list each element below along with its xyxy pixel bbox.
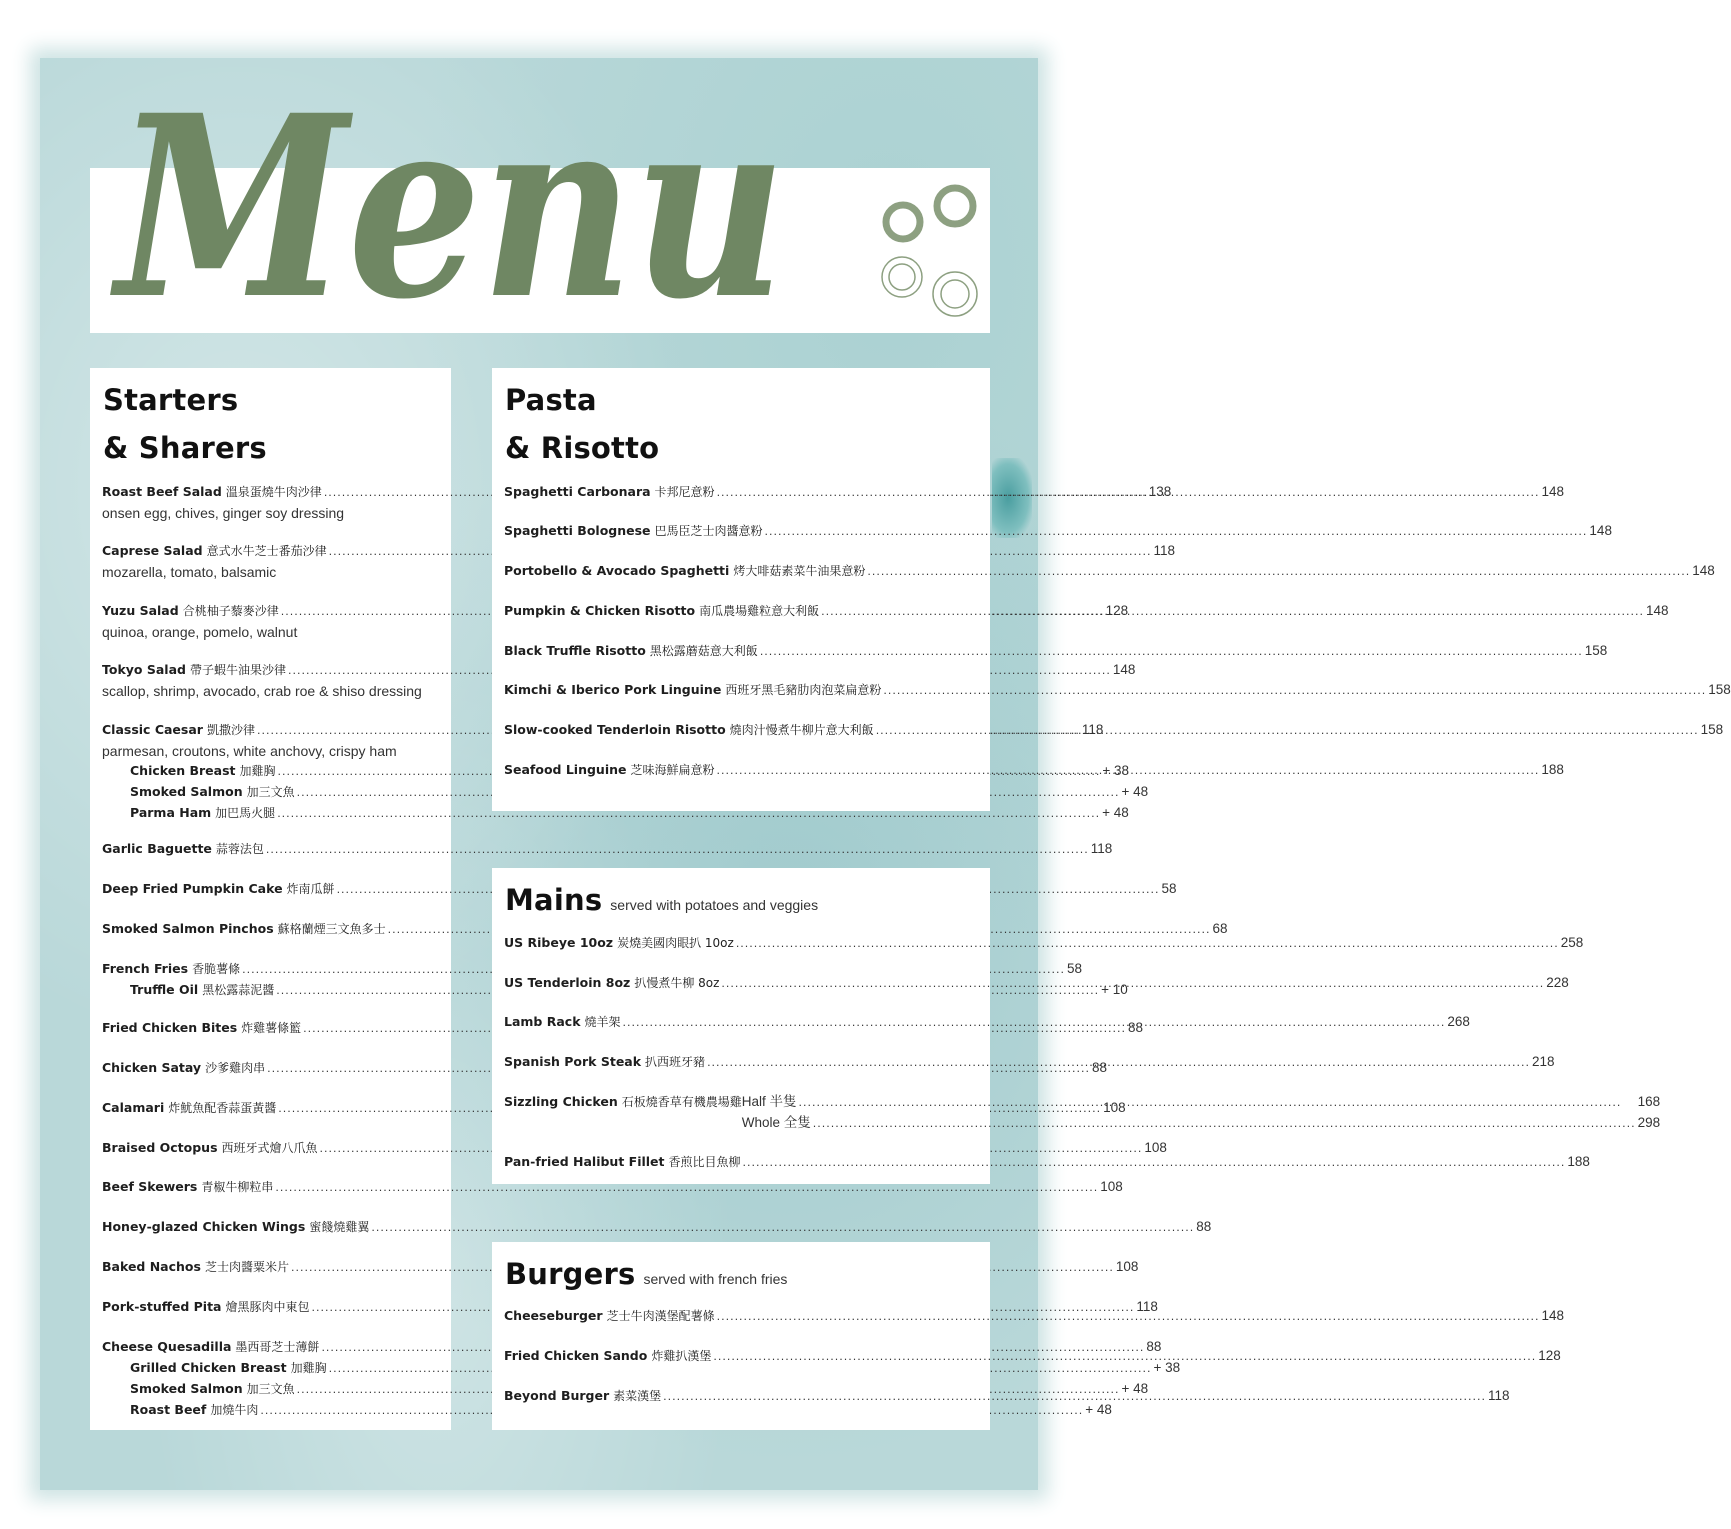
option-row [742,1092,1660,1113]
menu-item [102,1138,1167,1159]
item-name: Beef Skewers [102,1179,198,1194]
item-row [102,839,1113,860]
item-price: 118 [1153,543,1175,558]
dot-leader [821,602,1644,622]
item-chinese-name: 加三文魚 [246,785,295,799]
item-name: Pan-fried Halibut Fillet [504,1154,665,1169]
item-price: 158 [1584,643,1608,658]
item-name: Fried Chicken Sando [504,1348,648,1363]
item-price: + 38 [1102,763,1130,778]
item-price: 148 [1541,1308,1564,1323]
item-name: Deep Fried Pumpkin Cake [102,881,283,896]
item-row [504,641,1608,662]
option-label: Half 半隻 [741,1094,797,1109]
item-chinese-name: 炭燒美國肉眼扒 10oz [617,936,734,950]
addon-row [102,1400,1112,1421]
item-name: Roast Beef Salad [102,484,222,499]
item-chinese-name: 蜜餞燒雞翼 [309,1220,370,1234]
addon-row [102,782,1149,803]
item-chinese-name: 墨西哥芝士薄餅 [235,1340,320,1354]
item-chinese-name: 凱撒沙律 [206,723,255,737]
item-price: 108 [1103,1100,1126,1115]
dot-leader [717,483,1540,503]
menu-item [504,933,1584,954]
item-row [504,561,1715,582]
addon-row [102,1358,1181,1379]
item-name: Parma Ham [130,805,212,820]
item-chinese-name: 黑松露蒜泥醬 [202,983,275,997]
option-label: Whole 全隻 [741,1115,811,1130]
item-chinese-name: 巴馬臣芝士肉醬意粉 [654,524,763,538]
item-price: 148 [1692,563,1715,578]
item-price: 108 [1144,1140,1167,1155]
item-price: 88 [1128,1020,1144,1035]
dot-leader [867,562,1690,582]
item-row [102,660,1136,681]
item-chinese-name: 芝士肉醬粟米片 [204,1260,289,1274]
item-description: parmesan, croutons, white anchovy, crispy ham [102,743,397,759]
item-row [504,1152,1590,1173]
dot-leader [765,522,1588,542]
mains-heading: Mains served with potatoes and veggies [505,883,819,917]
item-chinese-name: 加巴馬火腿 [215,806,276,820]
item-chinese-name: 石板燒香草有機農場雞 [621,1095,742,1109]
dot-leader [713,1347,1536,1367]
item-name: Beyond Burger [504,1388,610,1403]
item-row [102,541,1175,562]
item-price: 148 [1589,523,1612,538]
menu-item [102,1177,1123,1198]
item-name: Chicken Satay [102,1060,202,1075]
item-name: Honey-glazed Chicken Wings [102,1219,306,1234]
item-chinese-name: 炸魷魚配香蒜蛋黃醬 [168,1101,277,1115]
item-chinese-name: 加三文魚 [246,1382,295,1396]
item-name: US Ribeye 10oz [504,935,614,950]
item-name: Smoked Salmon [130,784,243,799]
item-price: 148 [1112,662,1136,677]
item-chinese-name: 素菜漢堡 [613,1389,662,1403]
item-name: Calamari [102,1100,165,1115]
addon-row [102,803,1129,824]
item-price: 188 [1541,762,1564,777]
item-name: Truffle Oil [130,982,199,997]
item-chinese-name: 南瓜農場雞粒意大利飯 [699,604,820,618]
item-chinese-name: 蒜蓉法包 [215,842,264,856]
item-price: 108 [1115,1259,1139,1274]
item-row [102,1138,1167,1159]
item-name: Chicken Breast [130,763,236,778]
item-row [504,933,1584,954]
item-chinese-name: 合桃柚子藜麥沙律 [182,604,279,618]
item-chinese-name: 炸雞薯條籃 [241,1021,302,1035]
item-row [102,959,1082,980]
item-name: French Fries [102,961,189,976]
mains-subtitle: served with potatoes and veggies [610,897,819,913]
item-price: + 10 [1101,982,1128,997]
item-name: Cheeseburger [504,1308,603,1323]
item-price: 68 [1212,921,1228,936]
item-price: 158 [1708,682,1731,697]
item-price: 118 [1136,1299,1158,1314]
item-name: Lamb Rack [504,1014,581,1029]
dot-leader [623,1013,1446,1033]
item-price: 168 [1637,1094,1661,1109]
menu-item [504,641,1608,662]
dot-leader [266,840,1089,860]
menu-item [504,1152,1590,1173]
item-chinese-name: 意式水牛芝士番茄沙律 [206,544,327,558]
item-chinese-name: 烤大啡菇素菜牛油果意粉 [733,564,866,578]
menu-title [109,40,800,354]
item-row [504,680,1731,701]
item-chinese-name: 燴黑豚肉中東包 [225,1300,310,1314]
item-price: 88 [1146,1339,1162,1354]
item-name: Pumpkin & Chicken Risotto [504,603,696,618]
item-price: 88 [1196,1219,1212,1234]
item-chinese-name: 卡邦尼意粉 [654,485,715,499]
item-name: Fried Chicken Bites [102,1020,238,1035]
item-chinese-name: 燒羊架 [584,1015,621,1029]
item-name: Sizzling Chicken [504,1094,618,1109]
starters-heading: Starters & Sharers [103,383,267,465]
item-chinese-name: 扒西班牙豬 [645,1055,706,1069]
item-price: 108 [1100,1179,1123,1194]
dot-leader [883,681,1706,701]
item-price: + 38 [1153,1360,1181,1375]
item-name: Roast Beef [130,1402,207,1417]
item-price: 188 [1567,1154,1590,1169]
item-chinese-name: 蘇格蘭煙三文魚多士 [277,922,386,936]
item-chinese-name: 溫泉蛋燒牛肉沙律 [225,485,322,499]
menu-item [504,680,1731,701]
item-price: 258 [1560,935,1584,950]
item-name: Pork-stuffed Pita [102,1299,222,1314]
menu-item [102,1217,1212,1238]
item-name: Baked Nachos [102,1259,201,1274]
dot-leader [707,1053,1530,1073]
item-price: 148 [1645,603,1669,618]
item-name: Cheese Quesadilla [102,1339,232,1354]
item-name: Portobello & Avocado Spaghetti [504,563,730,578]
dot-leader [760,642,1583,662]
item-row [102,1177,1123,1198]
item-name: Caprese Salad [102,543,203,558]
item-name: Spanish Pork Steak [504,1054,642,1069]
item-name: Classic Caesar [102,722,203,737]
item-chinese-name: 燒肉汁慢煮牛柳片意大利飯 [729,723,874,737]
dot-leader [876,721,1699,741]
item-price: + 48 [1085,1402,1112,1417]
item-price: 118 [1488,1388,1510,1403]
item-row [102,919,1228,940]
item-price: 228 [1546,975,1569,990]
item-chinese-name: 扒慢煮牛柳 8oz [634,976,720,990]
item-chinese-name: 黑松露蘑菇意大利飯 [649,644,758,658]
item-price: 138 [1148,484,1172,499]
menu-item [504,521,1612,542]
item-chinese-name: 西班牙黑毛豬肋肉泡菜扁意粉 [725,683,882,697]
item-chinese-name: 芝士牛肉漢堡配薯條 [606,1309,715,1323]
item-chinese-name: 加雞胸 [239,764,276,778]
dot-leader [743,1153,1566,1173]
item-price: 58 [1161,881,1177,896]
burgers-subtitle: served with french fries [643,1271,788,1287]
item-price: 128 [1105,603,1129,618]
menu-item [504,561,1715,582]
item-name: Yuzu Salad [102,603,179,618]
item-price: 148 [1541,484,1564,499]
item-row [102,1217,1212,1238]
item-name: Tokyo Salad [102,662,186,677]
item-chinese-name: 青椒牛柳粒串 [201,1180,274,1194]
item-price: 158 [1700,722,1724,737]
item-price: 268 [1447,1014,1470,1029]
item-name: Braised Octopus [102,1140,218,1155]
item-price: 88 [1091,1060,1108,1075]
item-description: mozarella, tomato, balsamic [102,564,277,580]
dot-leader [721,974,1544,994]
item-name: Smoked Salmon Pinchos [102,921,274,936]
item-price: 128 [1538,1348,1561,1363]
item-name: Seafood Linguine [504,762,627,777]
item-name: US Tenderloin 8oz [504,975,631,990]
item-price: + 48 [1121,784,1149,799]
item-name: Spaghetti Bolognese [504,523,651,538]
item-chinese-name: 加燒牛肉 [210,1403,259,1417]
dot-leader [736,934,1559,954]
menu-title-text: Menu [109,60,786,354]
item-name: Grilled Chicken Breast [130,1360,287,1375]
item-name: Garlic Baguette [102,841,212,856]
dot-leader [371,1218,1194,1238]
item-price: 218 [1531,1054,1555,1069]
menu-item [102,919,1228,940]
item-chinese-name: 香脆薯條 [192,962,241,976]
decorative-circles-icon [876,180,986,325]
menu-item [102,839,1113,860]
pasta-heading: Pasta & Risotto [505,383,660,465]
item-chinese-name: 炸南瓜餅 [286,882,335,896]
option-row [742,1113,1660,1134]
item-price: 298 [1637,1115,1661,1130]
item-row [504,1092,742,1134]
item-price: 58 [1066,961,1082,976]
dot-leader [813,1114,1636,1134]
item-price: + 48 [1121,1381,1149,1396]
item-chinese-name: 炸雞扒漢堡 [651,1349,712,1363]
item-description: scallop, shrimp, avocado, crab roe & shiso dressing [102,683,422,699]
item-name: Smoked Salmon [130,1381,243,1396]
item-chinese-name: 西班牙式燴八爪魚 [221,1141,318,1155]
item-description: quinoa, orange, pomelo, walnut [102,624,298,640]
dot-leader [717,761,1540,781]
item-chinese-name: 香煎比目魚柳 [668,1155,741,1169]
item-description: onsen egg, chives, ginger soy dressing [102,505,345,521]
dot-leader [663,1387,1486,1407]
item-price: 118 [1090,841,1113,856]
item-price: 118 [1081,722,1104,737]
item-chinese-name: 帶子蝦牛油果沙律 [189,663,286,677]
dot-leader [799,1093,1636,1113]
item-price: + 48 [1102,805,1129,820]
item-name: Spaghetti Carbonara [504,484,651,499]
item-name: Black Truffle Risotto [504,643,646,658]
item-name: Slow-cooked Tenderloin Risotto [504,722,726,737]
item-chinese-name: 沙爹雞肉串 [205,1061,266,1075]
item-chinese-name: 芝味海鮮扁意粉 [630,763,715,777]
item-row [504,521,1612,542]
burgers-heading: Burgers served with french fries [505,1257,788,1291]
item-name: Kimchi & Iberico Pork Linguine [504,682,722,697]
dot-leader [717,1307,1540,1327]
item-chinese-name: 加雞胸 [290,1361,327,1375]
